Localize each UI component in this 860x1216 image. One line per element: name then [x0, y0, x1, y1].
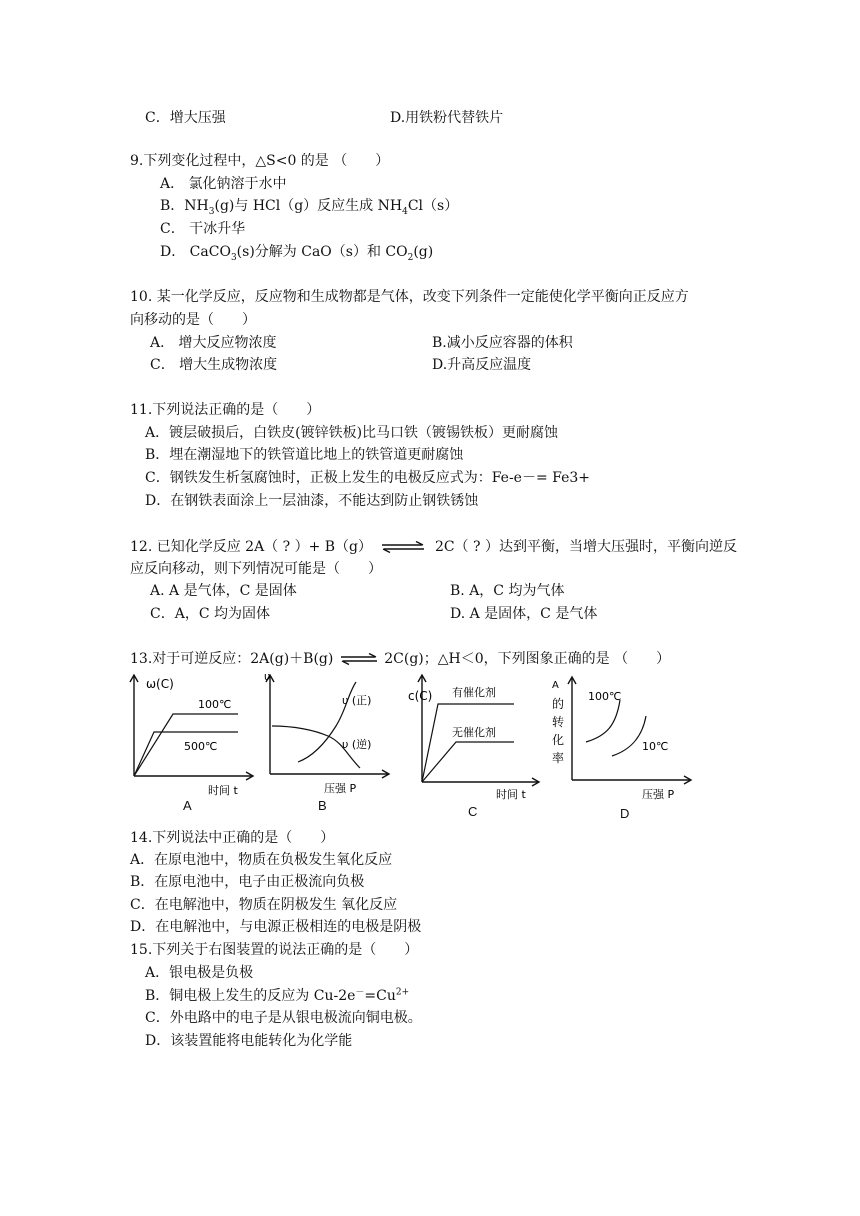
graph-d-ylabel-3: 转: [552, 715, 565, 729]
q14-option-a: A．在原电池中，物质在负极发生氧化反应: [130, 852, 393, 868]
curve-500c: [134, 732, 238, 776]
graph-c-curve2-label: 无催化剂: [452, 726, 496, 739]
graph-a-ylabel: ω(C): [146, 677, 174, 691]
q8-option-c: C．增大压强: [145, 110, 226, 126]
q10-option-a: A． 增大反应物浓度: [150, 335, 277, 351]
q15-option-a: A．银电极是负极: [145, 965, 254, 981]
q12-option-a: A. A 是气体，C 是固体: [150, 583, 297, 599]
q10-option-b: B.减小反应容器的体积: [432, 335, 573, 351]
graph-c-xlabel: 时间 t: [496, 788, 526, 801]
q12-option-b: B. A，C 均为气体: [450, 583, 565, 599]
equilibrium-arrow-icon: [339, 653, 379, 665]
graph-d-ylabel-2: 的: [552, 697, 565, 711]
q15-option-c: C．外电路中的电子是从银电极流向铜电极。: [145, 1010, 422, 1026]
graph-a-curve1-label: 100℃: [198, 698, 232, 711]
q11-option-a: A．镀层破损后，白铁皮(镀锌铁板)比马口铁（镀锡铁板）更耐腐蚀: [145, 425, 559, 441]
curve-100c: [586, 700, 620, 742]
graph-a: [128, 670, 258, 826]
curve-catalyst: [422, 704, 514, 782]
graph-a-xlabel: 时间 t: [208, 784, 238, 797]
q13-graphs: [128, 670, 696, 822]
graph-b: [264, 670, 394, 826]
q14-option-c: C．在电解池中，物质在阴极发生 氧化反应: [130, 897, 398, 913]
q14-option-d: D．在电解池中，与电源正极相连的电极是阴极: [130, 919, 422, 935]
graph-c-ylabel: c(C): [408, 689, 433, 703]
q11-option-d: D．在钢铁表面涂上一层油漆，不能达到防止钢铁锈蚀: [145, 493, 479, 509]
q12-option-c: C．A，C 均为固体: [150, 606, 270, 622]
q10-option-d: D.升高反应温度: [432, 357, 532, 373]
graph-a-caption: A: [183, 798, 192, 813]
graph-d-ylabel-5: 率: [552, 751, 565, 765]
q11-option-b: B．埋在潮湿地下的铁管道比地上的铁管道更耐腐蚀: [145, 447, 464, 463]
graph-d-xlabel: 压强 P: [642, 788, 675, 801]
q9-stem: 9.下列变化过程中，△S<0 的是 （ ）: [130, 153, 390, 169]
q9-option-a: A． 氯化钠溶于水中: [160, 176, 287, 192]
q10-stem-line1: 10. 某一化学反应，反应物和生成物都是气体，改变下列条件一定能使化学平衡向正反应方: [130, 289, 689, 305]
q9-option-c: C． 干冰升华: [160, 221, 246, 237]
graph-b-xlabel: 压强 P: [324, 782, 357, 795]
graph-c-curve1-label: 有催化剂: [452, 686, 496, 699]
graph-b-caption: B: [318, 798, 327, 813]
graph-d: [550, 670, 694, 826]
q11-stem: 11.下列说法正确的是（ ）: [130, 402, 321, 418]
graph-b-curve1-label: υ (正): [342, 694, 372, 707]
graph-d-curve1-label: 100℃: [588, 690, 622, 703]
q15-option-d: D．该装置能将电能转化为化学能: [145, 1033, 353, 1049]
q14-stem: 14.下列说法中正确的是（ ）: [130, 830, 335, 846]
q14-option-b: B．在原电池中，电子由正极流向负极: [130, 874, 365, 890]
graph-d-ylabel-1: A: [552, 680, 559, 691]
curve-10c: [612, 716, 646, 756]
q13-stem: 13.对于可逆反应：2A(g)＋B(g) 2C(g)；△H＜0，下列图象正确的是 （ ）: [130, 651, 671, 667]
curve-no-catalyst: [422, 742, 514, 782]
equilibrium-arrow-icon: [380, 541, 426, 553]
graph-b-ylabel: υ: [264, 670, 271, 683]
q10-option-c: C． 增大生成物浓度: [150, 357, 278, 373]
graph-c-caption: C: [468, 804, 478, 819]
q9-option-b: B．$NH_3(g)$与 HCl（g）反应生成 $NH_4Cl(s)$: [160, 198, 459, 217]
graph-d-curve2-label: 10℃: [642, 740, 669, 753]
q11-option-c: C．钢铁发生析氢腐蚀时，正极上发生的电极反应式为：Fe-e－= Fe3+: [145, 470, 591, 486]
q12-option-d: D. A 是固体，C 是气体: [450, 606, 598, 622]
q12-stem-line1: 12. 已知化学反应 2A（ ? ）+ B（g） 2C（ ? ）达到平衡，当增大压强时，平衡向逆反: [130, 539, 737, 555]
graph-d-ylabel-4: 化: [552, 733, 565, 747]
q15-option-b: B．铜电极上发生的反应为 $Cu-2e^-=Cu^{2+}$: [145, 987, 410, 1004]
graph-a-curve2-label: 500℃: [184, 740, 218, 753]
graph-b-curve2-label: υ (逆): [342, 738, 372, 751]
graph-c: [408, 670, 544, 826]
q8-option-d: D.用铁粉代替铁片: [390, 110, 504, 126]
graph-d-caption: D: [620, 806, 630, 821]
q15-stem: 15.下列关于右图装置的说法正确的是（ ）: [130, 942, 419, 958]
q12-stem-line2: 应反向移动，则下列情况可能是（ ）: [130, 561, 382, 577]
q10-stem-line2: 向移动的是（ ）: [130, 312, 256, 328]
q9-option-d: D． CaCO$_3$(s)分解为 CaO（s）和 $CO_2(g)$: [160, 244, 434, 263]
